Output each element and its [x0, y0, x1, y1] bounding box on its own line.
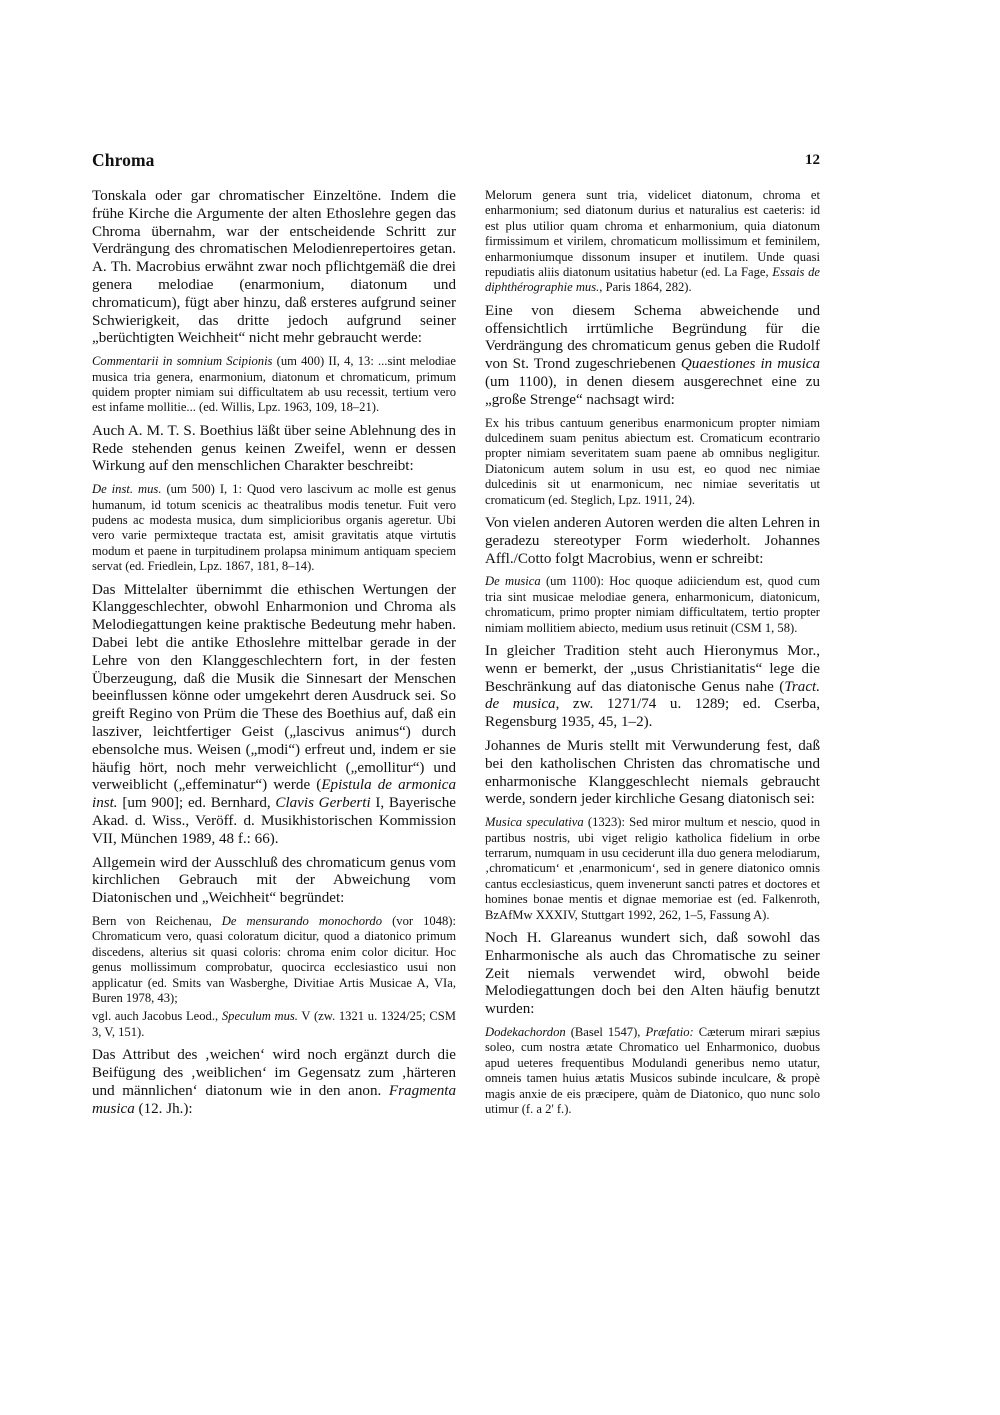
body-paragraph: Von vielen anderen Autoren werden die alten Lehren in geradezu stereotyper Form wiederholt. Johannes Affl./Cotto folgt Macrobius, wenn er schreibt: [485, 515, 820, 567]
body-paragraph: Eine von diesem Schema abweichende und offensichtlich irrtümliche Begründung für die Verdrängung des chromaticum genus geben die Rudolf von St. Trond zugeschriebenen Quaestiones in musica (um 1100), in denen diesem ausgerechnet eine zu „große Strenge“ nachsagt wird: [485, 302, 821, 408]
work-title: De mensurando monochordo [221, 913, 383, 928]
right-column [485, 188, 820, 1125]
work-title: Commentarii in somnium Scipionis [92, 354, 273, 369]
page-title: Chroma [92, 150, 155, 170]
left-column [92, 188, 456, 1124]
page-number: 12 [805, 152, 820, 168]
body-paragraph: Das Attribut des ‚weichen‘ wird noch ergänzt durch die Beifügung des ‚weiblichen‘ im Gegensatz zum ‚härteren und männlichen‘ diatonum wie in den anon. Fragmenta musica (12. Jh.): [92, 1047, 456, 1117]
work-title: Speculum mus. [221, 1009, 298, 1024]
quotation: De musica (um 1100): Hoc quoque adiiciendum est, quod cum tria sint musicae melodiae genera, enharmonicum, diatonicum, chromaticum, primo propter nimiam difficultatem, tertio propter nimiam mollitiem abiecto, medium usus retinuit (CSM 1, 58). [485, 574, 820, 635]
quotation: Musica speculativa (1323): Sed miror multum et nescio, quod in partibus nostris, ubi viget religio katholica fidelium in orbe terrarum, numquam in usu ceciderunt illa duo genera melodiarum, ‚chromaticum‘ et ‚enarmonicum‘, sed in genere diatonico omnis cantus ecclesiasticus, quem invenerunt sancti patres et doctores et homines bonae mentis et dignae memoriae est (ed. Falkenroth, BzAfMw XXXIV, Stuttgart 1992, 262, 1–5, Fassung A). [485, 815, 820, 922]
work-title: De musica [485, 574, 541, 589]
work-title: Tract. de musica [485, 678, 820, 713]
work-title: Fragmenta musica [92, 1082, 456, 1117]
body-paragraph: Tonskala oder gar chromatischer Einzeltöne. Indem die frühe Kirche die Argumente der alten Ethoslehre gegen das Chroma übernahm, war der entscheidende Schritt zur Verdrängung des chromatischen Melodienrepertoires getan. A. Th. Macrobius erwähnt zwar noch pflichtgemäß die drei genera melodiae (enarmonium, diatonum und chromaticum), fügt aber hinzu, daß ersteres aufgrund seiner Schwierigkeit, das dritte jedoch aufgrund seiner „berüchtigten Weichheit“ nicht mehr gebraucht werde: [92, 188, 456, 347]
work-title: Essais de diphthérographie mus. [485, 265, 820, 295]
quotation: Melorum genera sunt tria, videlicet diatonum, chroma et enharmonium; sed diatonum durius et naturalius est caeteris: id est plus utilior quam chroma et enharmonium, quia diatonum firmissimum et virilem, chromaticum mollissimum et feminilem, enharmoniumque dissonum insuper et inutilem. Unde quasi repudiatis aliis diatonum usitatius habetur (ed. La Fage, Essais de diphthérographie mus., Paris 1864, 282). [485, 188, 820, 295]
body-paragraph: Auch A. M. T. S. Boethius läßt über seine Ablehnung des in Rede stehenden genus keinen Zweifel, wenn er dessen Wirkung auf den menschlichen Charakter beschreibt: [92, 422, 456, 475]
quotation: Ex his tribus cantuum generibus enarmonicum propter nimiam dulcedinem suam penitus abiectum est. Cromaticum econtrario propter nimiam severitatem suam paene ab omnibus negligitur. Diatonicum autem solum in usu est, eo quod nec nimiae dulcedinis sit ut enarmonicum, nec nimiae severitatis ut cromaticum (ed. Steglich, Lpz. 1911, 24). [485, 415, 820, 507]
quotation: Bern von Reichenau, De mensurando monochordo (vor 1048): Chromaticum vero, quasi coloratum dicitur, quod a diatonico primum discedens, alterius sit quasi coloris: chroma enim color dicitur. Hoc genus mollissimum comprobatur, quocirca ecclesiastico usui non applicatur (ed. Smits van Wasberghe, Divitiae Artis Musicae A, VIa, Buren 1978, 43); [92, 913, 456, 1005]
quotation: vgl. auch Jacobus Leod., Speculum mus. V (zw. 1321 u. 1324/25; CSM 3, V, 151). [92, 1009, 456, 1039]
running-header [92, 150, 820, 178]
work-title: Præfatio: [645, 1025, 694, 1040]
work-title: Musica speculativa [485, 815, 584, 830]
body-paragraph: Allgemein wird der Ausschluß des chromaticum genus vom kirchlichen Gebrauch mit der Abweichung vom Diatonischen und „Weichheit“ begründet: [92, 854, 456, 907]
quotation: De inst. mus. (um 500) I, 1: Quod vero lascivum ac molle est genus humanum, id totum scenicis ac theatralibus modis tenetur. Fuit vero pudens ac modesta musica, dum simplicioribus organis ageretur. Ubi vero varie permixteque tractata est, amisit gravitatis atque virtutis modum et paene in turpitudinem prolapsa minimum antiquam speciem servat (ed. Friedlein, Lpz. 1867, 181, 8–14). [92, 482, 456, 574]
body-paragraph: Noch H. Glareanus wundert sich, daß sowohl das Enharmonische als auch das Chromatische zu seiner Zeit niemals verwendet wird, obwohl beide Melodiegattungen doch bei den Alten häufig benutzt wurden: [485, 930, 820, 1018]
work-title: Dodekachordon [485, 1025, 566, 1040]
work-title: Epistula de armonica inst. [92, 777, 456, 812]
body-paragraph: In gleicher Tradition steht auch Hieronymus Mor., wenn er bemerkt, der „usus Christianitatis“ lege die Beschränkung auf das diatonische Genus nahe (Tract. de musica, zw. 1271/74 u. 1289; ed. Cserba, Regensburg 1935, 45, 1–2). [485, 643, 820, 731]
quotation: Commentarii in somnium Scipionis (um 400) II, 4, 13: ...sint melodiae musica tria genera, enarmonium, diatonum et chromaticum, primum quidem propter nimiam sui difficultatem ab usu recessit, tertium vero est infame mollitie... (ed. Willis, Lpz. 1963, 109, 18–21). [92, 354, 456, 415]
work-title: Clavis Gerberti [275, 795, 371, 812]
work-title: Quaestiones in musica [680, 356, 821, 373]
body-paragraph: Das Mittelalter übernimmt die ethischen Wertungen der Klanggeschlechter, obwohl Enharmonion und Chroma als Melodiegattungen keine praktische Bedeutung mehr haben. Dabei lebt die antike Ethoslehre mittelbar gerade in der Lehre von den Klanggeschlechtern fort, in der festen Überzeugung, daß die Musik die Sinnesart der Menschen beeinflussen könne oder umgekehrt deren Ausdruck sei. So greift Regino von Prüm die These des Boethius auf, daß ein lasziver, leichtfertiger Geist („lascivus animus“) durch ebensolche mus. Weisen („modi“) erfreut und, indem er sie häufig hört, noch mehr verweichlicht („emollitur“) und verweiblicht („effeminatur“) werde (Epistula de armonica inst. [um 900]; ed. Bernhard, Clavis Gerberti I, Bayerische Akad. d. Wiss., Veröff. d. Musikhistorischen Kommission VII, München 1989, 48 f.: 66). [92, 581, 456, 847]
quotation: Dodekachordon (Basel 1547), Præfatio: Cæterum mirari sæpius soleo, cum nostra ætate Chromatico uel Enharmonico, duobus apud ueteres frequentibus Modulandi generibus nemo utatur, omneis tamen huius ætatis Musicos subinde inculcare, & propè magis anxie de eis præcipere, quàm de Diatonico, quo nunc solo utimur (f. a 2' f.). [485, 1025, 820, 1117]
work-title: De inst. mus. [92, 482, 162, 497]
body-paragraph: Johannes de Muris stellt mit Verwunderung fest, daß bei den katholischen Christen das chromatische und enharmonische Klanggeschlecht niemals gebraucht werde, sondern jeder kirchliche Gesang diatonisch sei: [485, 738, 820, 808]
